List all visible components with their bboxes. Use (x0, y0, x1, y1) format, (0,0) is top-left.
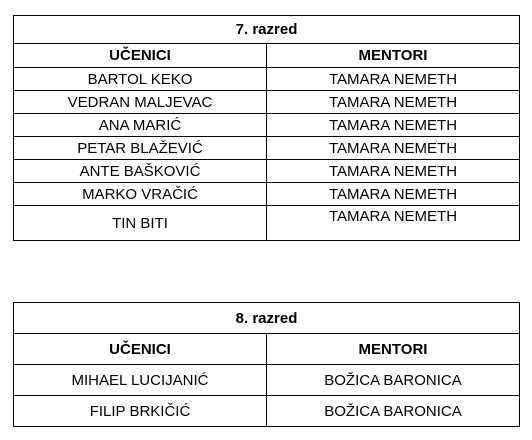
mentor-cell: TAMARA NEMETH (267, 183, 520, 206)
table-row (14, 396, 520, 427)
student-cell: FILIP BRKIČIĆ (14, 396, 267, 427)
column-header-students: UČENICI (14, 44, 267, 68)
table-row (14, 365, 520, 396)
mentor-cell: TAMARA NEMETH (267, 137, 520, 160)
table-row (14, 183, 520, 206)
student-cell: ANA MARIĆ (14, 114, 267, 137)
column-header-mentors: MENTORI (267, 44, 520, 68)
student-cell: TIN BITI (14, 206, 267, 241)
table-row (14, 137, 520, 160)
table-title: 8. razred (14, 303, 520, 334)
mentor-cell: TAMARA NEMETH (267, 160, 520, 183)
student-cell: BARTOL KEKO (14, 68, 267, 91)
grade-7-table (13, 15, 520, 241)
mentor-cell: TAMARA NEMETH (267, 114, 520, 137)
mentor-cell: BOŽICA BARONICA (267, 396, 520, 427)
column-header-mentors: MENTORI (267, 334, 520, 365)
table-row (14, 114, 520, 137)
mentor-cell: TAMARA NEMETH (267, 91, 520, 114)
table-row (14, 91, 520, 114)
student-cell: VEDRAN MALJEVAC (14, 91, 267, 114)
column-header-students: UČENICI (14, 334, 267, 365)
student-cell: ANTE BAŠKOVIĆ (14, 160, 267, 183)
table-row (14, 68, 520, 91)
table-row (14, 206, 520, 241)
student-cell: MIHAEL LUCIJANIĆ (14, 365, 267, 396)
grade-8-table (13, 302, 520, 427)
mentor-cell: TAMARA NEMETH (267, 206, 520, 241)
student-cell: MARKO VRAČIĆ (14, 183, 267, 206)
table-title: 7. razred (14, 16, 520, 44)
mentor-cell: BOŽICA BARONICA (267, 365, 520, 396)
mentor-cell: TAMARA NEMETH (267, 68, 520, 91)
student-cell: PETAR BLAŽEVIĆ (14, 137, 267, 160)
table-row (14, 160, 520, 183)
